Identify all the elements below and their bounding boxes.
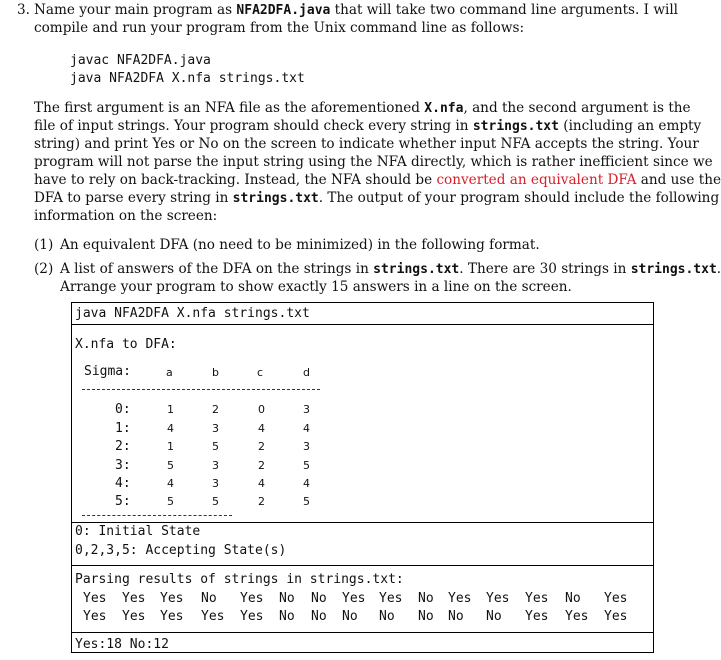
transition-cell: 3	[212, 477, 219, 490]
state-label: 2:	[115, 439, 131, 454]
symbol-d: d	[303, 366, 310, 379]
p1-l6-text-a: DFA to parse every string in	[34, 190, 233, 206]
state-label: 0:	[115, 402, 131, 417]
transition-cell: 2	[258, 459, 265, 472]
symbol-b: b	[212, 366, 219, 379]
dfa-title: X.nfa to DFA:	[75, 337, 177, 352]
item-2-code-2: strings.txt	[630, 262, 717, 277]
output-box-divider-2	[71, 522, 654, 523]
p1-l2-text-b: (including an empty	[558, 118, 702, 134]
table-separator-top	[82, 389, 320, 390]
answer-2-6: No	[279, 609, 295, 624]
paragraph-line-5	[34, 171, 721, 189]
answer-2-4: Yes	[201, 609, 225, 624]
output-box-divider-3	[71, 565, 654, 566]
item-2-text-b: . There are 30 strings in	[459, 261, 631, 277]
paragraph-line-7: information on the screen:	[34, 208, 218, 224]
answer-2-3: Yes	[160, 609, 184, 624]
transition-cell: 4	[303, 422, 310, 435]
transition-cell: 2	[212, 403, 219, 416]
strings-file-code: strings.txt	[472, 119, 559, 134]
transition-cell: 4	[303, 477, 310, 490]
answer-2-15: Yes	[604, 609, 628, 624]
output-command: java NFA2DFA X.nfa strings.txt	[75, 306, 310, 321]
p1-l1-text-b: , and the second argument is the	[463, 100, 691, 116]
compile-command: javac NFA2DFA.java	[70, 53, 211, 68]
item-1-number: (1)	[34, 237, 54, 253]
strings-file-code-2: strings.txt	[232, 191, 319, 206]
answer-1-3: Yes	[160, 591, 184, 606]
intro-text-b: that will take two command line arguments. I will	[330, 2, 679, 18]
output-box-divider-1	[71, 324, 654, 325]
transition-cell: 5	[167, 495, 174, 508]
output-box-divider-4	[71, 632, 654, 633]
answer-2-13: Yes	[525, 609, 549, 624]
p1-l6-text-b: . The output of your program should include the following	[318, 190, 720, 206]
transition-cell: 5	[212, 495, 219, 508]
paragraph-line-3: string) and print Yes or No on the screen to indicate whether input NFA accepts the string. Your	[34, 136, 699, 152]
answer-1-8: Yes	[342, 591, 366, 606]
intro-filename: NFA2DFA.java	[236, 3, 331, 18]
p1-l5-text-a: have to rely on back-tracking. Instead, the NFA should be	[34, 172, 437, 188]
transition-cell: 2	[258, 495, 265, 508]
symbol-c: c	[257, 366, 264, 379]
transition-cell: 0	[258, 403, 265, 416]
transition-cell: 3	[212, 459, 219, 472]
transition-cell: 3	[303, 440, 310, 453]
answer-1-6: No	[279, 591, 295, 606]
state-label: 4:	[115, 476, 131, 491]
sigma-label: Sigma:	[84, 364, 131, 379]
intro-text-a: Name your main program as	[34, 2, 237, 18]
summary-counts: Yes:18 No:12	[75, 637, 169, 652]
transition-cell: 5	[303, 495, 310, 508]
state-label: 1:	[115, 421, 131, 436]
state-label: 3:	[115, 458, 131, 473]
intro-line-2: compile and run your program from the Unix command line as follows:	[34, 20, 525, 36]
item-2-line-1	[60, 260, 721, 279]
answer-1-5: Yes	[240, 591, 264, 606]
transition-cell: 1	[167, 440, 174, 453]
answer-1-7: No	[311, 591, 327, 606]
answer-2-2: Yes	[122, 609, 146, 624]
item-2-number: (2)	[34, 261, 54, 277]
highlighted-phrase: converted an equivalent DFA	[436, 172, 637, 188]
initial-state-label: 0: Initial State	[75, 524, 201, 539]
answer-1-10: No	[418, 591, 434, 606]
problem-number: 3.	[17, 2, 30, 18]
answer-1-12: Yes	[486, 591, 510, 606]
answer-2-9: No	[379, 609, 395, 624]
answer-2-14: Yes	[565, 609, 589, 624]
transition-cell: 5	[167, 459, 174, 472]
paragraph-line-2	[34, 117, 701, 136]
answer-2-5: Yes	[240, 609, 264, 624]
transition-cell: 2	[258, 440, 265, 453]
nfa-file-code: X.nfa	[424, 101, 464, 116]
answer-2-7: No	[311, 609, 327, 624]
answer-2-11: No	[448, 609, 464, 624]
item-2-line-2: Arrange your program to show exactly 15 answers in a line on the screen.	[60, 279, 572, 295]
answer-1-14: No	[565, 591, 581, 606]
item-2-code-1: strings.txt	[373, 262, 460, 277]
intro-line-1	[34, 1, 678, 20]
answer-1-2: Yes	[122, 591, 146, 606]
paragraph-line-6	[34, 189, 719, 208]
paragraph-line-4: program will not parse the input string using the NFA directly, which is rather inefficient since we	[34, 154, 713, 170]
transition-cell: 3	[303, 403, 310, 416]
symbol-a: a	[166, 366, 173, 379]
paragraph-line-1	[34, 99, 691, 118]
answer-1-9: Yes	[379, 591, 403, 606]
p1-l1-text-a: The first argument is an NFA file as the aforementioned	[34, 100, 425, 116]
transition-cell: 5	[303, 459, 310, 472]
parsing-title: Parsing results of strings in strings.txt:	[75, 572, 404, 587]
transition-cell: 4	[258, 422, 265, 435]
accepting-states-label: 0,2,3,5: Accepting State(s)	[75, 543, 287, 558]
p1-l5-text-b: and use the	[636, 172, 721, 188]
answer-1-15: Yes	[604, 591, 628, 606]
p1-l2-text-a: file of input strings. Your program should check every string in	[34, 118, 473, 134]
item-1-text: An equivalent DFA (no need to be minimized) in the following format.	[60, 237, 540, 253]
transition-cell: 4	[167, 422, 174, 435]
table-separator-bottom	[82, 515, 232, 516]
answer-2-10: No	[418, 609, 434, 624]
answer-2-12: No	[486, 609, 502, 624]
transition-cell: 1	[167, 403, 174, 416]
answer-1-1: Yes	[83, 591, 107, 606]
transition-cell: 4	[167, 477, 174, 490]
answer-2-1: Yes	[83, 609, 107, 624]
item-2-text-a: A list of answers of the DFA on the strings in	[60, 261, 374, 277]
answer-1-13: Yes	[525, 591, 549, 606]
run-command: java NFA2DFA X.nfa strings.txt	[70, 71, 305, 86]
item-2-text-c: .	[716, 261, 721, 277]
answer-1-11: Yes	[448, 591, 472, 606]
state-label: 5:	[115, 494, 131, 509]
transition-cell: 4	[258, 477, 265, 490]
transition-cell: 5	[212, 440, 219, 453]
answer-2-8: No	[342, 609, 358, 624]
answer-1-4: No	[201, 591, 217, 606]
transition-cell: 3	[212, 422, 219, 435]
